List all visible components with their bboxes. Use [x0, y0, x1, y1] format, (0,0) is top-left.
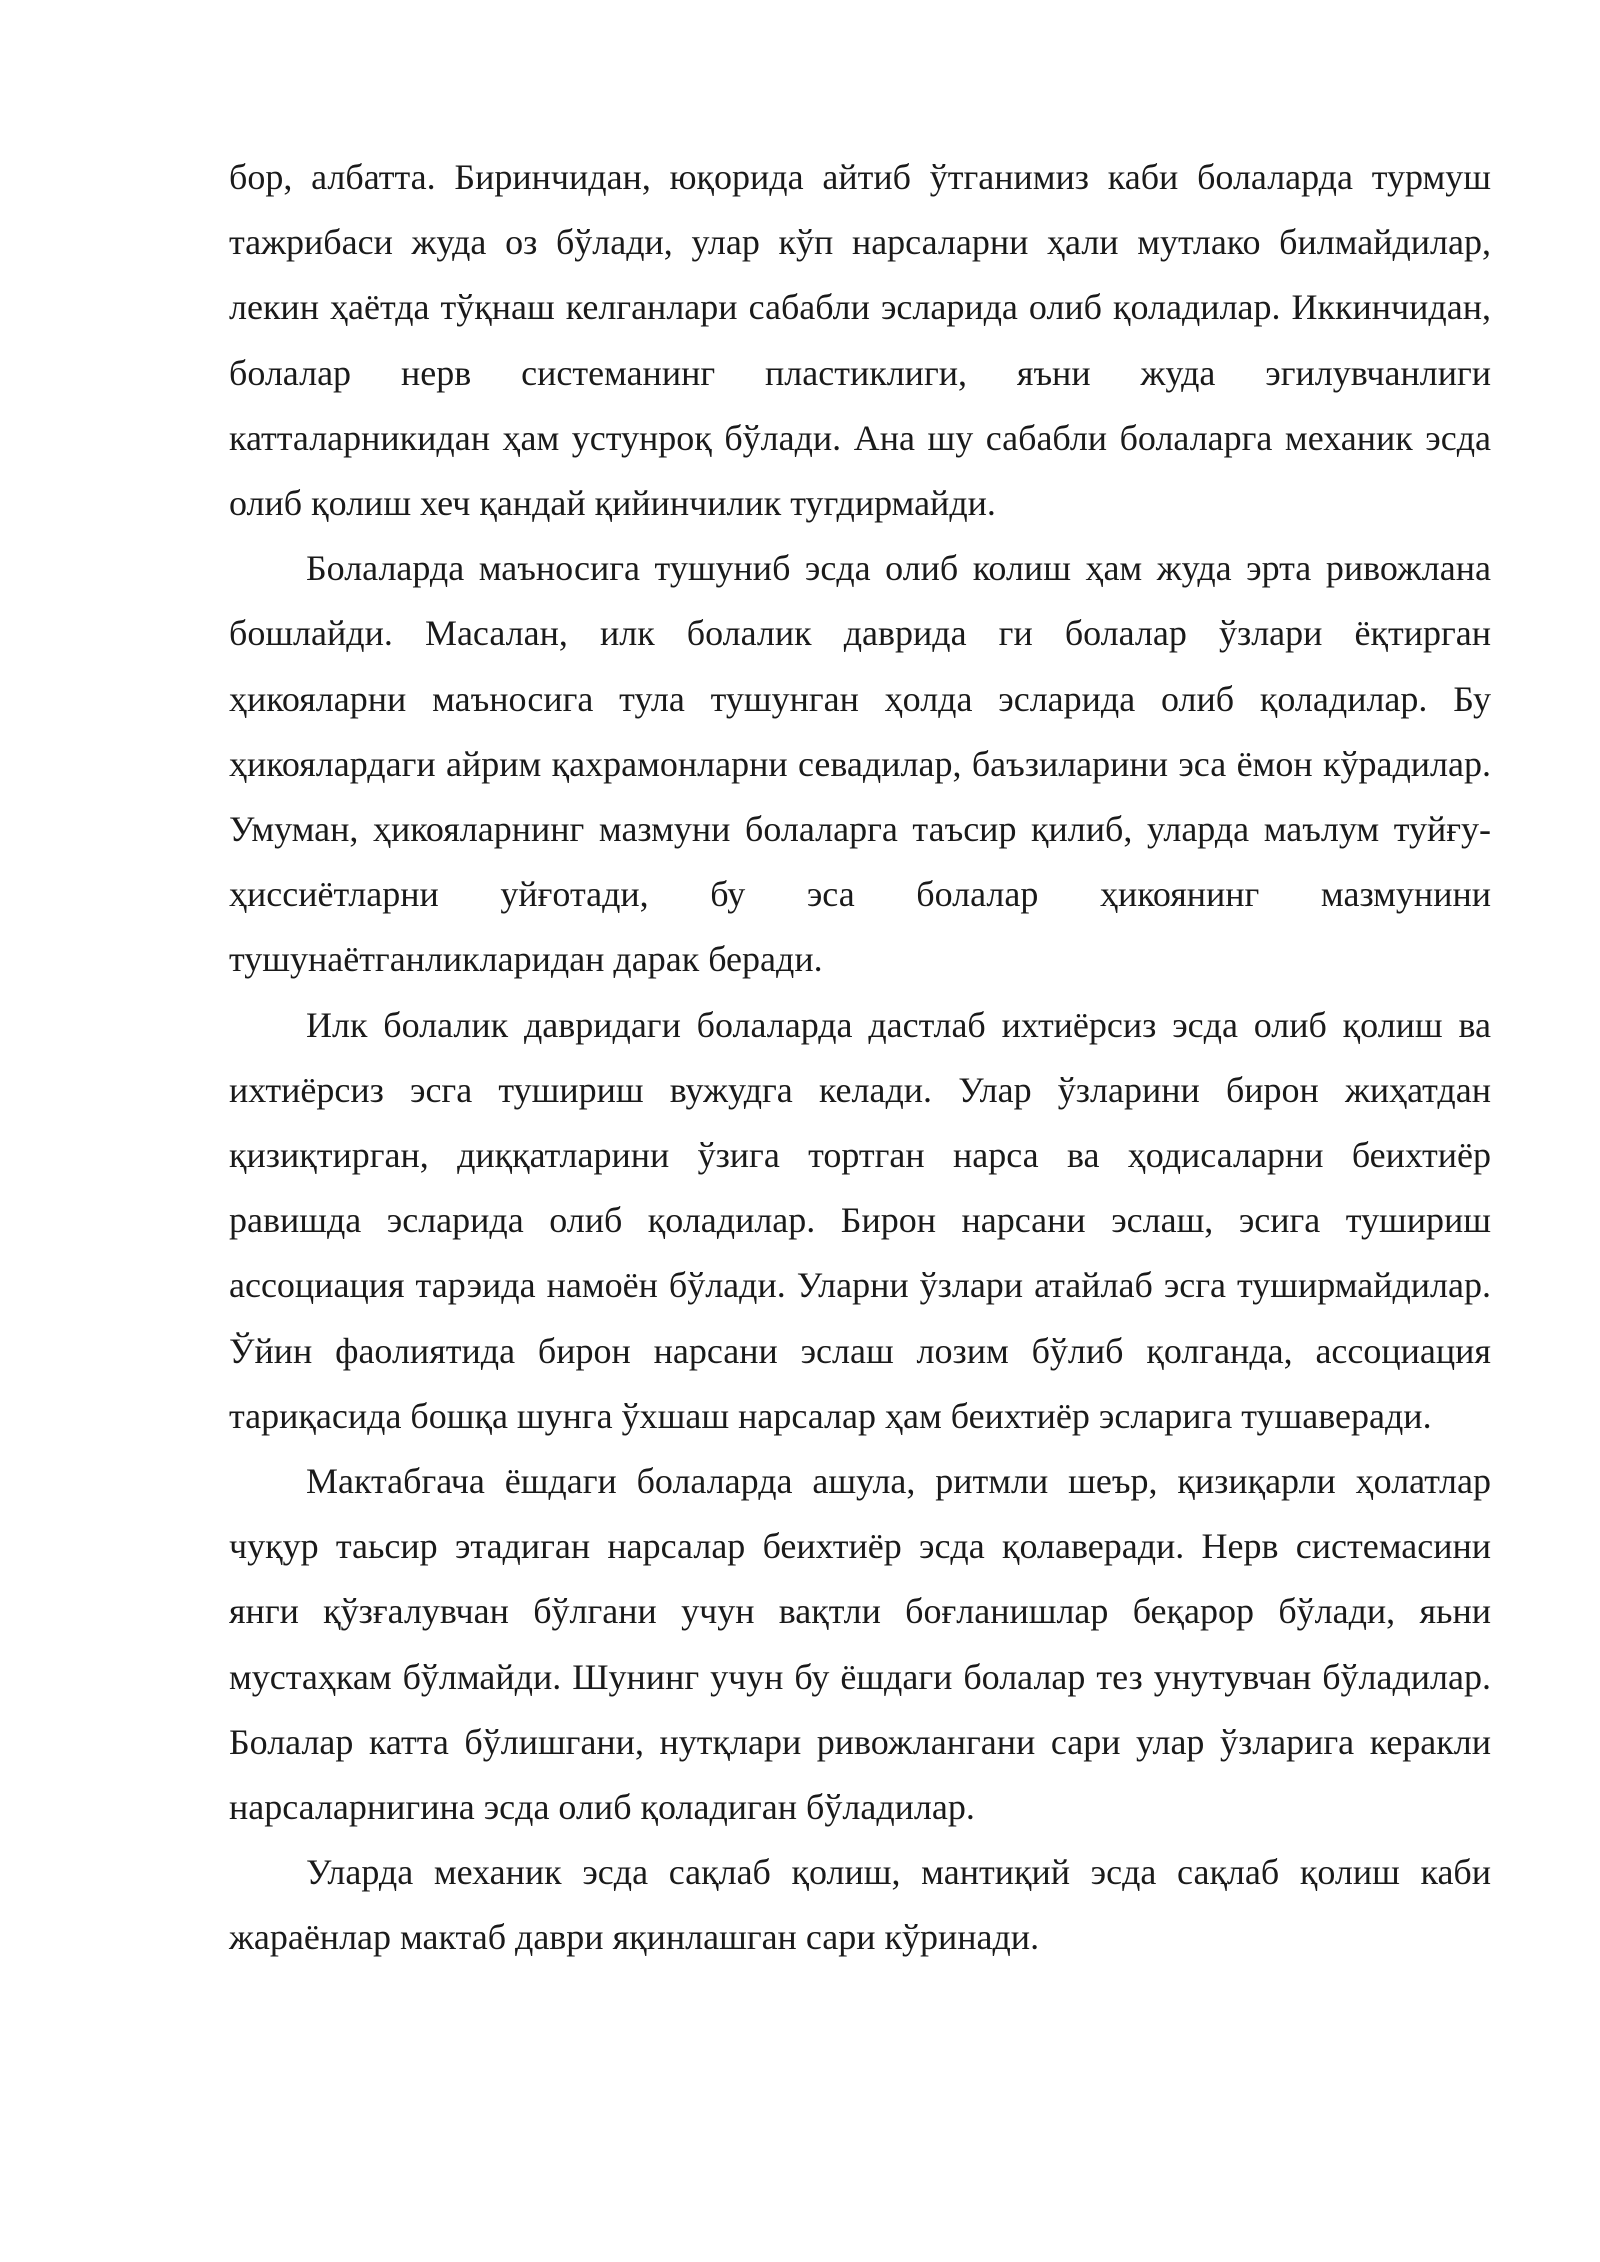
paragraph-5: Уларда механик эсда сақлаб қолиш, мантиқий эсда сақлаб қолиш каби жараёнлар мактаб даври яқинлашган сари кўринади.: [229, 1852, 1491, 1958]
paragraph-2: Болаларда маъносига тушуниб эсда олиб колиш ҳам жуда эрта ривожлана бошлайди. Масалан, илк болалик даврида ги болалар ўзлари ёқтирган ҳикояларни маъносига тула тушунган ҳолда эсларида олиб қоладилар. Бу ҳикоялардаги айрим қахрамонларни севадилар, баъзиларини эса ёмон кўрадилар. Умуман, ҳикояларнинг мазмуни болаларга таъсир қилиб, уларда маълум туйғу-ҳиссиётларни уйғотади, бу эса болалар ҳикоянинг мазмунини тушунаётганликларидан дарак беради.: [229, 548, 1491, 980]
paragraph-1: бор, албатта. Биринчидан, юқорида айтиб ўтганимиз каби болаларда турмуш тажрибаси жуда оз бўлади, улар кўп нарсаларни ҳали мутлако билмайдилар, лекин ҳаётда тўқнаш келганлари сабабли эсларида олиб қоладилар. Иккинчидан, болалар нерв системанинг пластиклиги, яъни жуда эгилувчанлиги катталарникидан ҳам устунроқ бўлади. Ана шу сабабли болаларга механик эсда олиб қолиш хеч қандай қийинчилик тугдирмайди.: [229, 157, 1491, 524]
paragraph-3: Илк болалик давридаги болаларда дастлаб ихтиёрсиз эсда олиб қолиш ва ихтиёрсиз эсга тушириш вужудга келади. Улар ўзларини бирон жиҳатдан қизиқтирган, диққатларини ўзига тортган нарса ва ҳодисаларни беихтиёр равишда эсларида олиб қоладилар. Бирон нарсани эслаш, эсига тушириш ассоциация тарэида намоён бўлади. Уларни ўзлари атайлаб эсга туширмайдилар. Ўйин фаолиятида бирон нарсани эслаш лозим бўлиб қолганда, ассоциация тариқасида бошқа шунга ўхшаш нарсалар ҳам беихтиёр эсларига тушаверади.: [229, 1004, 1491, 1436]
paragraph-4: Мактабгача ёшдаги болаларда ашула, ритмли шеър, қизиқарли ҳолатлар чуқур таьсир этадиган нарсалар беихтиёр эсда қолаверади. Нерв системасини янги қўзғалувчан бўлгани учун вақтли боғланишлар беқарор бўлади, яьни мустаҳкам бўлмайди. Шунинг учун бу ёшдаги болалар тез унутувчан бўладилар. Болалар катта бўлишгани, нутқлари ривожлангани сари улар ўзларига керакли нарсаларнигина эсда олиб қоладиган бўладилар.: [229, 1461, 1491, 1828]
document-body: [229, 145, 1491, 1971]
